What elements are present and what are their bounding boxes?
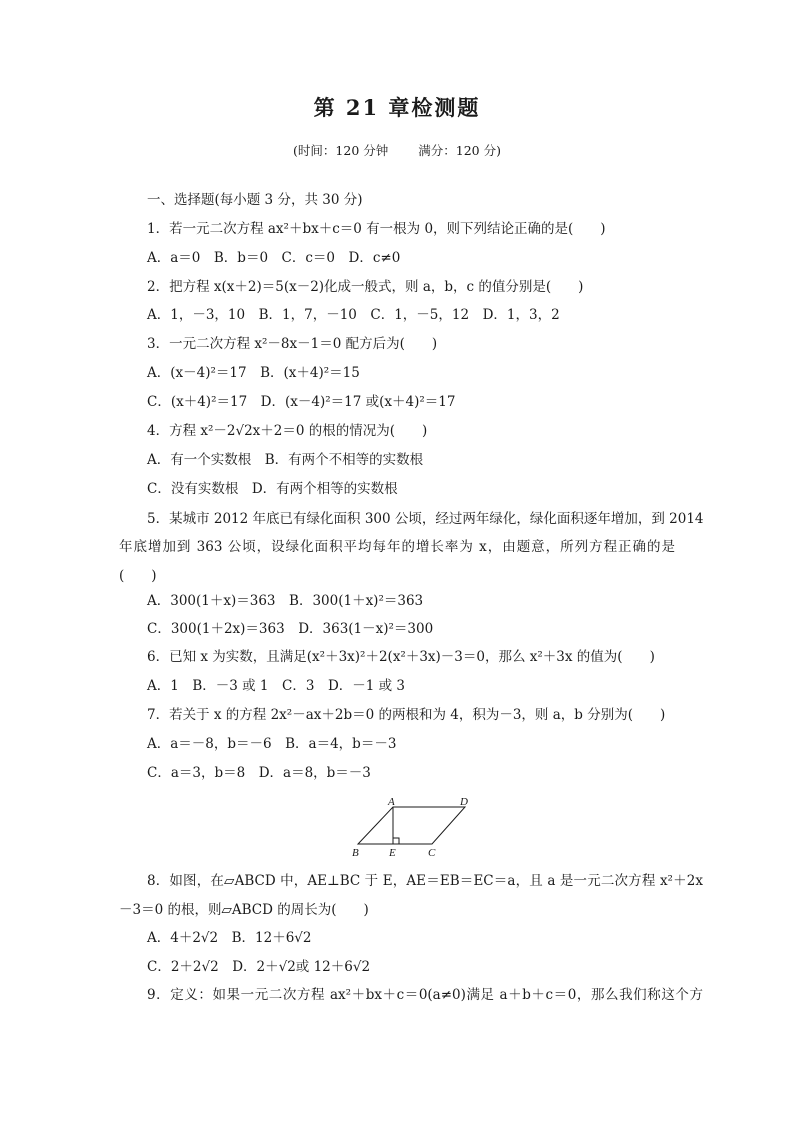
full-score: 满分：120 分) bbox=[418, 143, 501, 158]
question-8-options-cd: C．2＋2√2 D．2＋√2或 12＋6√2 bbox=[147, 959, 371, 975]
question-7: 7．若关于 x 的方程 2x²－ax＋2b＝0 的两根和为 4，积为－3，则 a，b 分别为( ) bbox=[147, 707, 666, 723]
right-angle-mark bbox=[393, 838, 399, 844]
question-5-line-3: ( ) bbox=[119, 568, 157, 584]
question-4-options-cd: C．没有实数根 D．有两个相等的实数根 bbox=[147, 481, 398, 497]
question-2-options: A．1，－3，10 B．1，7，－10 C．1，－5，12 D．1，3，2 bbox=[147, 307, 560, 323]
vertex-label-c: C bbox=[428, 847, 436, 859]
question-1: 1．若一元二次方程 ax²＋bx＋c＝0 有一根为 0，则下列结论正确的是( ) bbox=[147, 221, 606, 237]
vertex-label-e: E bbox=[389, 847, 396, 859]
question-8-options-ab: A．4＋2√2 B．12＋6√2 bbox=[147, 930, 312, 946]
question-5-line-1: 5．某城市 2012 年底已有绿化面积 300 公顷，经过两年绿化，绿化面积逐年增加，到 2014 bbox=[147, 511, 704, 527]
question-8-line-1: 8．如图，在▱ABCD 中，AE⊥BC 于 E，AE＝EB＝EC＝a，且 a 是一元二次方程 x²＋2x bbox=[147, 873, 703, 889]
question-3-options-cd: C．(x＋4)²＝17 D．(x－4)²＝17 或(x＋4)²＝17 bbox=[147, 394, 456, 410]
time-limit: (时间：120 分钟 bbox=[293, 143, 389, 158]
section-heading: 一、选择题(每小题 3 分，共 30 分) bbox=[147, 192, 363, 208]
question-8-line-2: －3＝0 的根，则▱ABCD 的周长为( ) bbox=[119, 902, 369, 918]
question-5-options-ab: A．300(1＋x)＝363 B．300(1＋x)²＝363 bbox=[147, 593, 424, 609]
question-6-options: A．1 B．－3 或 1 C．3 D．－1 或 3 bbox=[147, 678, 406, 694]
subtitle bbox=[0, 141, 794, 159]
question-2: 2．把方程 x(x＋2)＝5(x－2)化成一般式，则 a，b，c 的值分别是( ) bbox=[147, 279, 584, 295]
parallelogram-figure bbox=[350, 794, 475, 860]
question-7-options-cd: C．a＝3，b＝8 D．a＝8，b＝－3 bbox=[147, 765, 371, 781]
question-4: 4．方程 x²－2√2x＋2＝0 的根的情况为( ) bbox=[147, 423, 428, 439]
question-3-options-ab: A．(x－4)²＝17 B．(x＋4)²＝15 bbox=[147, 365, 360, 381]
question-9-line-1: 9．定义：如果一元二次方程 ax²＋bx＋c＝0(a≠0)满足 a＋b＋c＝0，那么我们称这个方 bbox=[147, 987, 703, 1003]
page-title: 第 21 章检测题 bbox=[313, 95, 481, 120]
vertex-label-d: D bbox=[460, 796, 468, 808]
vertex-label-a: A bbox=[388, 796, 395, 808]
question-5-line-2: 年底增加到 363 公顷，设绿化面积平均每年的增长率为 x，由题意，所列方程正确的是 bbox=[119, 539, 675, 555]
question-7-options-ab: A．a＝－8，b＝－6 B．a＝4，b＝－3 bbox=[147, 736, 397, 752]
question-3: 3．一元二次方程 x²－8x－1＝0 配方后为( ) bbox=[147, 336, 438, 352]
question-1-options: A．a＝0 B．b＝0 C．c＝0 D．c≠0 bbox=[147, 250, 401, 266]
parallelogram-abcd bbox=[358, 807, 465, 844]
question-6: 6．已知 x 为实数，且满足(x²＋3x)²＋2(x²＋3x)－3＝0，那么 x²＋3x 的值为( ) bbox=[147, 649, 655, 665]
vertex-label-b: B bbox=[352, 847, 359, 859]
question-5-options-cd: C．300(1＋2x)＝363 D．363(1－x)²＝300 bbox=[147, 621, 434, 637]
question-4-options-ab: A．有一个实数根 B．有两个不相等的实数根 bbox=[147, 452, 424, 468]
